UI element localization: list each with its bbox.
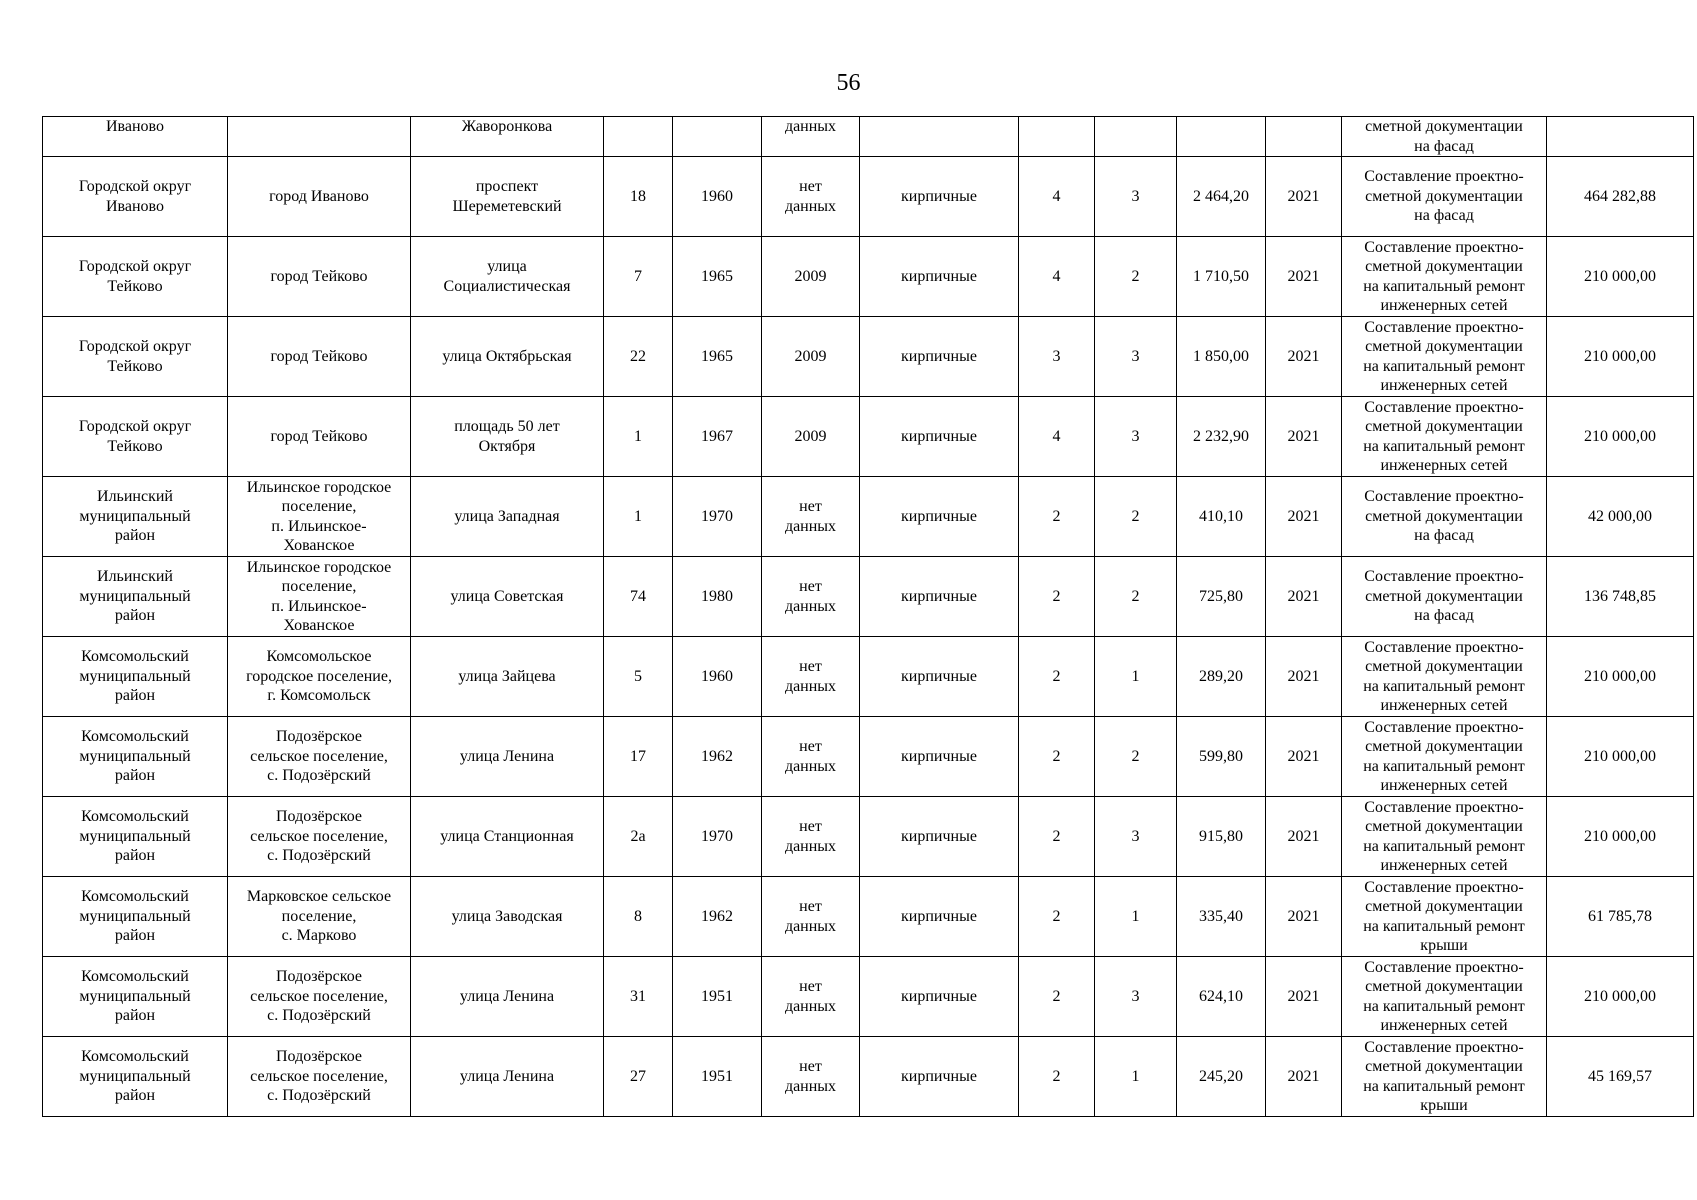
municipality-cell: Комсомольский муниципальный район [43,957,228,1037]
cost-cell: 464 282,88 [1547,157,1694,237]
cost-cell: 45 169,57 [1547,1037,1694,1117]
table-row [43,797,1694,877]
wall-material-cell: кирпичные [860,317,1019,397]
year-planned-cell: 2021 [1266,237,1342,317]
year-built-cell: 1970 [673,797,762,877]
year-built-cell: 1970 [673,477,762,557]
wall-material-cell: кирпичные [860,957,1019,1037]
table-row [43,477,1694,557]
area-cell: 2 464,20 [1177,157,1266,237]
house-number-cell: 31 [604,957,673,1037]
work-type-cell: сметной документации на фасад [1342,117,1547,157]
municipality-cell: Ильинский муниципальный район [43,557,228,637]
floors-cell: 2 [1019,637,1095,717]
work-type-cell: Составление проектно- сметной документации на капитальный ремонт крыши [1342,1037,1547,1117]
year-overhaul-cell: нет данных [762,477,860,557]
cost-cell: 61 785,78 [1547,877,1694,957]
area-cell: 2 232,90 [1177,397,1266,477]
area-cell: 410,10 [1177,477,1266,557]
area-cell [1177,117,1266,157]
cost-cell: 210 000,00 [1547,397,1694,477]
buildings-table [42,116,1694,1117]
street-cell: площадь 50 лет Октября [411,397,604,477]
entrances-cell: 1 [1095,1037,1177,1117]
area-cell: 1 710,50 [1177,237,1266,317]
settlement-cell: город Тейково [228,317,411,397]
entrances-cell: 2 [1095,557,1177,637]
street-cell: Жаворонкова [411,117,604,157]
floors-cell: 2 [1019,1037,1095,1117]
area-cell: 915,80 [1177,797,1266,877]
work-type-cell: Составление проектно- сметной документации на капитальный ремонт инженерных сетей [1342,237,1547,317]
wall-material-cell: кирпичные [860,1037,1019,1117]
cost-cell [1547,117,1694,157]
entrances-cell: 3 [1095,397,1177,477]
area-cell: 1 850,00 [1177,317,1266,397]
wall-material-cell: кирпичные [860,157,1019,237]
year-built-cell: 1962 [673,717,762,797]
year-planned-cell: 2021 [1266,397,1342,477]
settlement-cell: Ильинское городское поселение, п. Ильинское- Хованское [228,557,411,637]
floors-cell: 4 [1019,157,1095,237]
cost-cell: 136 748,85 [1547,557,1694,637]
street-cell: улица Социалистическая [411,237,604,317]
settlement-cell: Подозёрское сельское поселение, с. Подозёрский [228,1037,411,1117]
floors-cell: 3 [1019,317,1095,397]
settlement-cell: город Иваново [228,157,411,237]
year-planned-cell: 2021 [1266,637,1342,717]
table-row [43,717,1694,797]
entrances-cell: 3 [1095,157,1177,237]
year-planned-cell: 2021 [1266,797,1342,877]
floors-cell: 2 [1019,957,1095,1037]
year-built-cell: 1951 [673,957,762,1037]
entrances-cell: 3 [1095,797,1177,877]
table-row [43,1037,1694,1117]
wall-material-cell [860,117,1019,157]
municipality-cell: Иваново [43,117,228,157]
floors-cell: 2 [1019,557,1095,637]
municipality-cell: Городской округ Тейково [43,237,228,317]
municipality-cell: Комсомольский муниципальный район [43,1037,228,1117]
year-overhaul-cell: нет данных [762,637,860,717]
year-built-cell: 1965 [673,317,762,397]
work-type-cell: Составление проектно- сметной документации на капитальный ремонт инженерных сетей [1342,717,1547,797]
floors-cell: 2 [1019,717,1095,797]
area-cell: 335,40 [1177,877,1266,957]
settlement-cell: Подозёрское сельское поселение, с. Подозёрский [228,797,411,877]
year-built-cell: 1965 [673,237,762,317]
year-built-cell: 1967 [673,397,762,477]
wall-material-cell: кирпичные [860,237,1019,317]
year-planned-cell: 2021 [1266,1037,1342,1117]
table-row [43,557,1694,637]
street-cell: улица Западная [411,477,604,557]
cost-cell: 210 000,00 [1547,797,1694,877]
work-type-cell: Составление проектно- сметной документации на фасад [1342,557,1547,637]
floors-cell: 2 [1019,477,1095,557]
cost-cell: 42 000,00 [1547,477,1694,557]
year-planned-cell [1266,117,1342,157]
house-number-cell: 7 [604,237,673,317]
table-row [43,157,1694,237]
municipality-cell: Городской округ Иваново [43,157,228,237]
settlement-cell: Ильинское городское поселение, п. Ильинское- Хованское [228,477,411,557]
year-built-cell: 1960 [673,157,762,237]
house-number-cell: 2а [604,797,673,877]
municipality-cell: Городской округ Тейково [43,397,228,477]
street-cell: улица Ленина [411,717,604,797]
wall-material-cell: кирпичные [860,557,1019,637]
page-number: 56 [836,70,861,96]
year-built-cell: 1980 [673,557,762,637]
settlement-cell: Подозёрское сельское поселение, с. Подозёрский [228,957,411,1037]
year-planned-cell: 2021 [1266,957,1342,1037]
street-cell: улица Зайцева [411,637,604,717]
floors-cell [1019,117,1095,157]
wall-material-cell: кирпичные [860,637,1019,717]
work-type-cell: Составление проектно- сметной документации на капитальный ремонт крыши [1342,877,1547,957]
area-cell: 624,10 [1177,957,1266,1037]
area-cell: 599,80 [1177,717,1266,797]
municipality-cell: Комсомольский муниципальный район [43,637,228,717]
year-overhaul-cell: 2009 [762,397,860,477]
year-overhaul-cell: нет данных [762,797,860,877]
work-type-cell: Составление проектно- сметной документации на капитальный ремонт инженерных сетей [1342,637,1547,717]
area-cell: 245,20 [1177,1037,1266,1117]
table-row [43,637,1694,717]
settlement-cell: Марковское сельское поселение, с. Марково [228,877,411,957]
wall-material-cell: кирпичные [860,397,1019,477]
table-row [43,397,1694,477]
year-planned-cell: 2021 [1266,877,1342,957]
house-number-cell [604,117,673,157]
house-number-cell: 1 [604,477,673,557]
house-number-cell: 74 [604,557,673,637]
year-built-cell: 1962 [673,877,762,957]
house-number-cell: 5 [604,637,673,717]
street-cell: проспект Шереметевский [411,157,604,237]
year-overhaul-cell: нет данных [762,957,860,1037]
year-overhaul-cell: нет данных [762,877,860,957]
year-planned-cell: 2021 [1266,477,1342,557]
work-type-cell: Составление проектно- сметной документации на капитальный ремонт инженерных сетей [1342,397,1547,477]
table-row [43,317,1694,397]
municipality-cell: Комсомольский муниципальный район [43,717,228,797]
year-overhaul-cell: 2009 [762,317,860,397]
year-planned-cell: 2021 [1266,717,1342,797]
municipality-cell: Комсомольский муниципальный район [43,877,228,957]
settlement-cell: Комсомольское городское поселение, г. Комсомольск [228,637,411,717]
municipality-cell: Городской округ Тейково [43,317,228,397]
floors-cell: 2 [1019,797,1095,877]
work-type-cell: Составление проектно- сметной документации на капитальный ремонт инженерных сетей [1342,797,1547,877]
street-cell: улица Советская [411,557,604,637]
wall-material-cell: кирпичные [860,477,1019,557]
cost-cell: 210 000,00 [1547,957,1694,1037]
area-cell: 289,20 [1177,637,1266,717]
floors-cell: 4 [1019,237,1095,317]
entrances-cell: 1 [1095,637,1177,717]
street-cell: улица Заводская [411,877,604,957]
entrances-cell: 3 [1095,317,1177,397]
street-cell: улица Октябрьская [411,317,604,397]
year-built-cell: 1951 [673,1037,762,1117]
cost-cell: 210 000,00 [1547,317,1694,397]
wall-material-cell: кирпичные [860,877,1019,957]
year-planned-cell: 2021 [1266,557,1342,637]
year-planned-cell: 2021 [1266,317,1342,397]
house-number-cell: 17 [604,717,673,797]
house-number-cell: 22 [604,317,673,397]
municipality-cell: Комсомольский муниципальный район [43,797,228,877]
floors-cell: 4 [1019,397,1095,477]
year-overhaul-cell: нет данных [762,157,860,237]
settlement-cell: Подозёрское сельское поселение, с. Подозёрский [228,717,411,797]
house-number-cell: 1 [604,397,673,477]
street-cell: улица Ленина [411,957,604,1037]
municipality-cell: Ильинский муниципальный район [43,477,228,557]
year-built-cell: 1960 [673,637,762,717]
work-type-cell: Составление проектно- сметной документации на фасад [1342,477,1547,557]
year-overhaul-cell: 2009 [762,237,860,317]
year-overhaul-cell: нет данных [762,557,860,637]
wall-material-cell: кирпичные [860,797,1019,877]
settlement-cell: город Тейково [228,397,411,477]
cost-cell: 210 000,00 [1547,717,1694,797]
year-built-cell [673,117,762,157]
street-cell: улица Станционная [411,797,604,877]
cost-cell: 210 000,00 [1547,237,1694,317]
area-cell: 725,80 [1177,557,1266,637]
work-type-cell: Составление проектно- сметной документации на капитальный ремонт инженерных сетей [1342,957,1547,1037]
table-row [43,957,1694,1037]
work-type-cell: Составление проектно- сметной документации на фасад [1342,157,1547,237]
floors-cell: 2 [1019,877,1095,957]
house-number-cell: 27 [604,1037,673,1117]
house-number-cell: 8 [604,877,673,957]
entrances-cell: 2 [1095,717,1177,797]
wall-material-cell: кирпичные [860,717,1019,797]
settlement-cell: город Тейково [228,237,411,317]
entrances-cell: 1 [1095,877,1177,957]
year-overhaul-cell: нет данных [762,1037,860,1117]
year-overhaul-cell: нет данных [762,717,860,797]
entrances-cell [1095,117,1177,157]
settlement-cell [228,117,411,157]
year-overhaul-cell: данных [762,117,860,157]
entrances-cell: 2 [1095,237,1177,317]
table-row [43,117,1694,157]
work-type-cell: Составление проектно- сметной документации на капитальный ремонт инженерных сетей [1342,317,1547,397]
entrances-cell: 3 [1095,957,1177,1037]
entrances-cell: 2 [1095,477,1177,557]
year-planned-cell: 2021 [1266,157,1342,237]
table-row [43,237,1694,317]
street-cell: улица Ленина [411,1037,604,1117]
cost-cell: 210 000,00 [1547,637,1694,717]
house-number-cell: 18 [604,157,673,237]
table-row [43,877,1694,957]
